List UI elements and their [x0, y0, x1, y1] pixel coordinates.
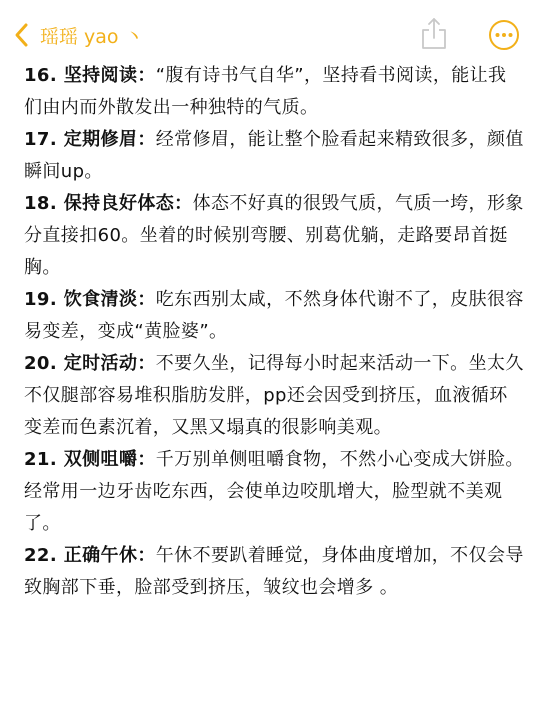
more-icon — [488, 19, 520, 51]
more-options-button[interactable] — [488, 19, 520, 51]
item-text: 经常修眉，能让整个脸看起来精致很多，颜值瞬间up。 — [24, 129, 524, 182]
list-item — [24, 284, 524, 348]
item-heading: 22. 正确午休： — [24, 545, 156, 566]
item-heading: 20. 定时活动： — [24, 353, 156, 374]
share-button[interactable] — [420, 16, 448, 50]
item-text: 吃东西别太咸，不然身体代谢不了，皮肤很容易变差，变成“黄脸婆”。 — [24, 289, 524, 342]
item-heading: 17. 定期修眉： — [24, 129, 156, 150]
item-text: 千万别单侧咀嚼食物，不然小心变成大饼脸。经常用一边牙齿吃东西，会使单边咬肌增大，脸型就不美观了。 — [24, 449, 524, 534]
item-heading: 19. 饮食清淡： — [24, 289, 156, 310]
item-heading: 18. 保持良好体态： — [24, 193, 193, 214]
item-heading: 16. 坚持阅读： — [24, 65, 156, 86]
list-item — [24, 188, 524, 284]
item-text: 体态不好真的很毁气质，气质一垮，形象分直接扣60。坐着的时候别弯腰、别葛优躺，走路要昂首挺胸。 — [24, 193, 524, 278]
item-text: 不要久坐，记得每小时起来活动一下。坐太久不仅腿部容易堆积脂肪发胖，pp还会因受到挤压，血液循环变差而色素沉着，又黑又塌真的很影响美观。 — [24, 353, 524, 438]
list-item — [24, 60, 524, 124]
item-heading: 21. 双侧咀嚼： — [24, 449, 156, 470]
list-item — [24, 124, 524, 188]
author-name: 瑶瑶 yao 丶 — [40, 25, 144, 48]
back-button[interactable] — [12, 18, 172, 52]
item-text: “腹有诗书气自华”，坚持看书阅读，能让我们由内而外散发出一种独特的气质。 — [24, 65, 507, 118]
list-item — [24, 348, 524, 444]
share-icon — [420, 16, 448, 50]
list-item — [24, 444, 524, 540]
chevron-left-icon — [12, 21, 32, 49]
article-content — [24, 60, 524, 604]
item-text: 午休不要趴着睡觉，身体曲度增加，不仅会导致胸部下垂，脸部受到挤压，皱纹也会增多 。 — [24, 545, 524, 598]
list-item — [24, 540, 524, 604]
top-navigation-bar — [0, 0, 540, 66]
